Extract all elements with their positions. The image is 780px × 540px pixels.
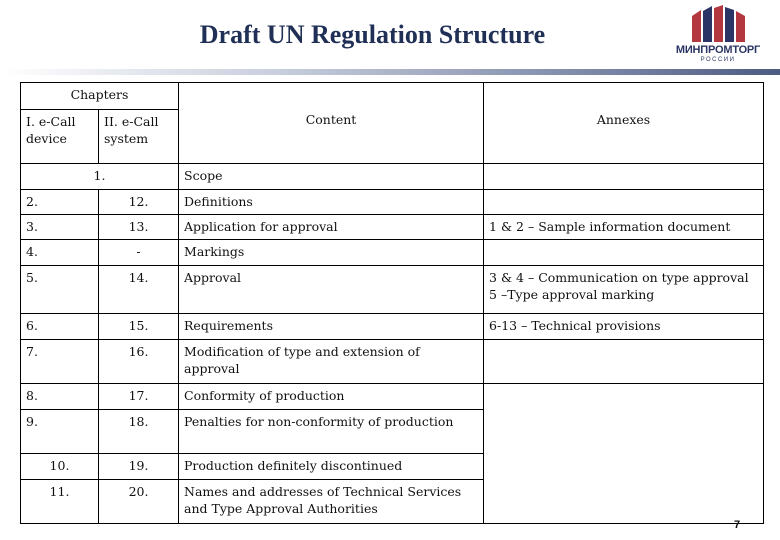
annex-cell: 1 & 2 – Sample information document	[484, 215, 764, 240]
logo-emblem-icon	[662, 4, 774, 44]
chapter-num-system: -	[99, 240, 179, 266]
content-cell: Requirements	[179, 314, 484, 340]
content-cell: Production definitely discontinued	[179, 454, 484, 480]
logo-subtitle: РОССИИ	[700, 57, 736, 63]
annex-cell	[484, 164, 764, 190]
annex-cell-empty	[484, 384, 764, 524]
content-cell: Markings	[179, 240, 484, 266]
slide-title: Draft UN Regulation Structure	[199, 20, 546, 49]
chapter-num-system: 13.	[99, 215, 179, 240]
chapter-num-device: 5.	[21, 266, 99, 314]
annexes-header: Annexes	[484, 83, 764, 164]
chapter-num: 1.	[21, 164, 179, 190]
chapter-num-system: 15.	[99, 314, 179, 340]
table-row	[21, 314, 764, 340]
content-cell: Scope	[179, 164, 484, 190]
table-row	[21, 215, 764, 240]
table-row	[21, 190, 764, 215]
chapter-num-device: 11.	[21, 480, 99, 524]
content-cell: Modification of type and extension of approval	[179, 340, 484, 384]
chapter-num-device: 9.	[21, 410, 99, 454]
annex-cell	[484, 240, 764, 266]
chapters-header: Chapters	[21, 83, 179, 110]
content-cell: Application for approval	[179, 215, 484, 240]
content-cell: Conformity of production	[179, 384, 484, 410]
chapter-col-device: I. e-Call device	[21, 110, 99, 164]
chapter-num-device: 3.	[21, 215, 99, 240]
content-cell: Approval	[179, 266, 484, 314]
ministry-logo	[662, 4, 774, 66]
annex-line: 5 –Type approval marking	[489, 287, 655, 302]
annex-cell: 6-13 – Technical provisions	[484, 314, 764, 340]
chapter-num-device: 7.	[21, 340, 99, 384]
chapter-num-device: 10.	[21, 454, 99, 480]
table-row	[21, 384, 764, 410]
chapter-num-device: 2.	[21, 190, 99, 215]
table-row	[21, 164, 764, 190]
chapter-col-system: II. e-Call system	[99, 110, 179, 164]
table-header-row	[21, 83, 764, 110]
chapter-num-system: 20.	[99, 480, 179, 524]
table-row	[21, 340, 764, 384]
chapter-num-device: 4.	[21, 240, 99, 266]
logo-name: МИНПРОМТОРГ	[675, 44, 761, 56]
content-header: Content	[179, 83, 484, 164]
regulation-table	[20, 82, 764, 524]
content-cell: Names and addresses of Technical Services and Type Approval Authorities	[179, 480, 484, 524]
chapter-num-device: 8.	[21, 384, 99, 410]
content-cell: Definitions	[179, 190, 484, 215]
chapter-num-system: 16.	[99, 340, 179, 384]
table-row	[21, 266, 764, 314]
annex-cell	[484, 266, 764, 314]
chapter-num-device: 6.	[21, 314, 99, 340]
content-cell: Penalties for non-conformity of production	[179, 410, 484, 454]
annex-cell	[484, 340, 764, 384]
page-number: 7	[734, 519, 741, 531]
chapter-num-system: 18.	[99, 410, 179, 454]
annex-line: 3 & 4 – Communication on type approval	[489, 270, 749, 285]
chapter-num-system: 17.	[99, 384, 179, 410]
annex-cell	[484, 190, 764, 215]
chapter-num-system: 14.	[99, 266, 179, 314]
table-row	[21, 240, 764, 266]
chapter-num-system: 12.	[99, 190, 179, 215]
header-divider	[0, 69, 780, 75]
chapter-num-system: 19.	[99, 454, 179, 480]
